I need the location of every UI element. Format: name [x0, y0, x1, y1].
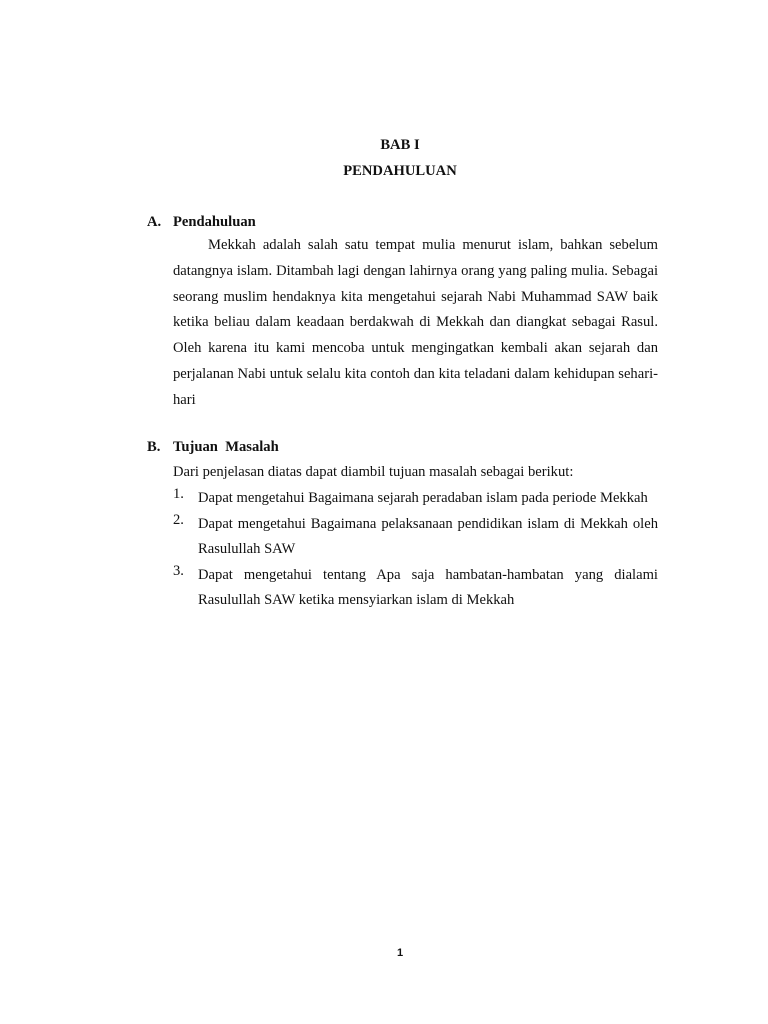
- list-item: [173, 486, 658, 512]
- objectives-list: [173, 486, 658, 614]
- section-a-paragraph: Mekkah adalah salah satu tempat mulia menurut islam, bahkan sebelum datangnya islam. Ditambah lagi dengan lahirnya orang yang paling mulia. Sebagai seorang muslim hendaknya kita mengetahui sejarah Nabi Muhammad SAW baik ketika beliau dalam keadaan berdakwah di Mekkah dan diangkat sebagai Rasul. Oleh karena itu kami mencoba untuk mengingatkan kembali akan sejarah dan perjalanan Nabi untuk selalu kita contoh dan kita teladani dalam kehidupan sehari-hari: [173, 237, 658, 408]
- list-item: [173, 563, 658, 614]
- list-item-number: 2.: [173, 511, 184, 528]
- chapter-title: PENDAHULUAN: [343, 163, 457, 179]
- list-item-text: Dapat mengetahui Bagaimana pelaksanaan pendidikan islam di Mekkah oleh Rasulullah SAW: [198, 515, 658, 557]
- section-a-marker: A.: [147, 214, 162, 230]
- page-number: 1: [396, 947, 404, 959]
- section-a-heading: [147, 214, 256, 231]
- section-b-marker: B.: [147, 439, 161, 455]
- section-b-intro: Dari penjelasan diatas dapat diambil tujuan masalah sebagai berikut:: [173, 464, 574, 480]
- list-item-text: Dapat mengetahui Bagaimana sejarah peradaban islam pada periode Mekkah: [198, 490, 648, 506]
- chapter-number: BAB I: [380, 137, 420, 153]
- section-b-title: Tujuan Masalah: [173, 439, 279, 455]
- list-item-number: 1.: [173, 486, 184, 502]
- section-a-title: Pendahuluan: [173, 214, 256, 230]
- list-item-text: Dapat mengetahui tentang Apa saja hambatan-hambatan yang dialami Rasulullah SAW ketika mensyiarkan islam di Mekkah: [198, 566, 658, 608]
- list-item: [173, 512, 658, 563]
- list-item-number: 3.: [173, 562, 184, 579]
- section-b-heading: [147, 439, 279, 456]
